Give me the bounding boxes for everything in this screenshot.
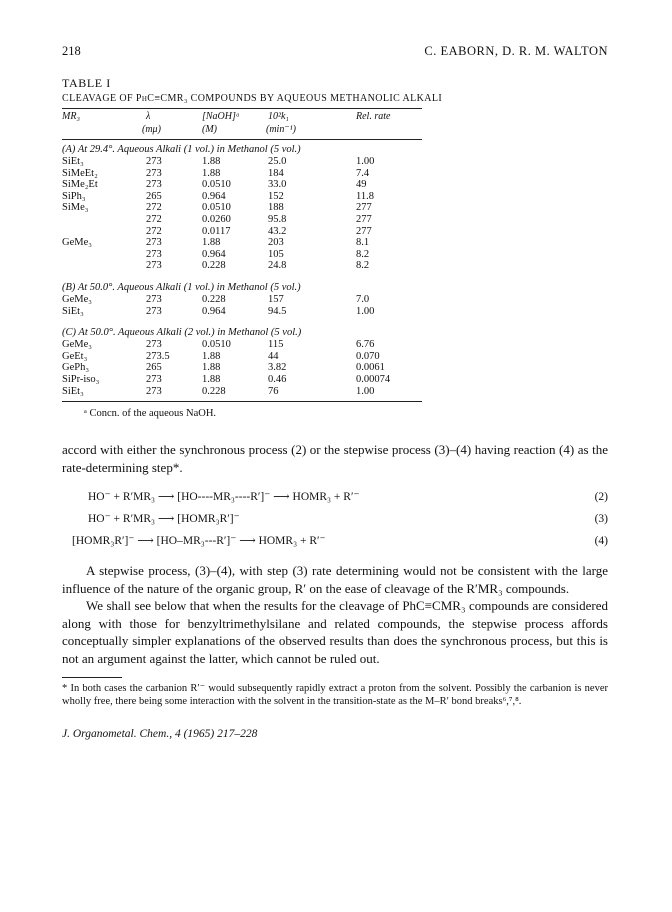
- cell-compound: SiEt₃: [62, 156, 84, 167]
- col-unit-naoh: (M): [202, 124, 217, 135]
- table-row: [62, 156, 422, 168]
- cell-k1: 3.82: [268, 362, 287, 374]
- equation-number: (2): [594, 491, 608, 504]
- table-row: [62, 191, 422, 203]
- cell-naoh: 0.0510: [202, 339, 231, 351]
- cell-compound: GeMe₃: [62, 237, 92, 249]
- journal-citation: J. Organometal. Chem., 4 (1965) 217–228: [62, 728, 258, 741]
- equation-block: [62, 486, 608, 552]
- table-row: [62, 260, 422, 272]
- cell-compound: SiMe₂Et: [62, 179, 98, 191]
- cell-naoh: 1.88: [202, 167, 221, 179]
- cell-compound: SiPr-iso₃: [62, 373, 100, 385]
- cell-naoh: 1.88: [202, 237, 221, 249]
- cell-rel-rate: 1.00: [356, 305, 375, 317]
- cell-k1: 184: [268, 167, 284, 179]
- cell-k1: 94.5: [268, 305, 287, 317]
- cell-rel-rate: 1.00: [356, 156, 375, 167]
- cell-rel-rate: 0.0061: [356, 362, 385, 374]
- paragraph-3: We shall see below that when the results for the cleavage of PhC≡CMR₃ compounds are considered along with those for benzyltrimethylsilane and related compounds, the stepwise process affords conceptually simpler explanations of the observed results than does the synchronous process, but this is not an argument against the latter, which cannot be ruled out.: [62, 598, 608, 666]
- equation-3: [62, 508, 608, 530]
- footnote-rule: [62, 677, 122, 678]
- cell-rel-rate: 8.2: [356, 260, 370, 272]
- cell-lambda: 273: [146, 248, 162, 260]
- cell-lambda: 273: [146, 167, 162, 179]
- page: [62, 44, 608, 740]
- table-row: [62, 362, 422, 374]
- cell-naoh: 0.964: [202, 305, 226, 317]
- section-title: (A) At 29.4°. Aqueous Alkali (1 vol.) in Methanol (5 vol.): [62, 144, 301, 155]
- cell-compound: GeMe₃: [62, 339, 92, 351]
- cell-k1: 0.46: [268, 373, 287, 385]
- cell-rel-rate: 277: [356, 213, 372, 225]
- col-header-rel-rate: Rel. rate: [356, 111, 391, 122]
- cell-k1: 25.0: [268, 156, 287, 167]
- equation-text: [HOMR₃R′]⁻ ⟶ [HO–MR₃---R′]⁻ ⟶ HOMR₃ + R′⁻: [72, 535, 326, 548]
- cell-compound: SiEt₃: [62, 305, 84, 317]
- cell-k1: 203: [268, 237, 284, 249]
- cell-compound: GeEt₃: [62, 350, 88, 362]
- cell-rel-rate: 11.8: [356, 190, 374, 202]
- cell-lambda: 273: [146, 237, 162, 249]
- paragraph-2: A stepwise process, (3)–(4), with step (3) rate determining would not be consistent with the large influence of the nature of the organic group, R′ on the ease of cleavage of the R′MR₃ compounds.: [62, 563, 608, 596]
- cell-rel-rate: 8.1: [356, 237, 370, 249]
- table-row: [62, 168, 422, 180]
- cell-k1: 95.8: [268, 213, 287, 225]
- cell-lambda: 272: [146, 202, 162, 214]
- running-header: [62, 44, 608, 62]
- section-gap: [62, 317, 422, 323]
- cell-rel-rate: 277: [356, 202, 372, 214]
- col-unit-lambda: (mμ): [142, 124, 161, 135]
- equation-text: HO⁻ + R′MR₃ ⟶ [HOMR₃R′]⁻: [88, 513, 240, 526]
- equation-number: (4): [594, 535, 608, 548]
- col-header-lambda: λ: [146, 111, 151, 122]
- cell-naoh: 1.88: [202, 362, 221, 374]
- table-row: [62, 249, 422, 261]
- table-row: [62, 214, 422, 226]
- cell-naoh: 0.228: [202, 260, 226, 272]
- table-row: [62, 179, 422, 191]
- cell-lambda: 273.5: [146, 350, 170, 362]
- table-header-rule: [62, 139, 422, 140]
- section-title: (C) At 50.0°. Aqueous Alkali (2 vol.) in Methanol (5 vol.): [62, 327, 302, 339]
- cell-lambda: 265: [146, 190, 162, 202]
- equation-text: HO⁻ + R′MR₃ ⟶ [HO----MR₃----R′]⁻ ⟶ HOMR₃ + R′⁻: [88, 491, 360, 504]
- table-row: [62, 386, 422, 398]
- cell-compound: SiPh₃: [62, 190, 86, 202]
- cell-naoh: 0.964: [202, 248, 226, 260]
- cell-naoh: 0.0510: [202, 179, 231, 191]
- data-table: [62, 108, 422, 419]
- table-row: [62, 226, 422, 238]
- cell-naoh: 0.0510: [202, 202, 231, 214]
- cell-rel-rate: 7.0: [356, 293, 370, 305]
- cell-lambda: 273: [146, 373, 162, 385]
- cell-k1: 115: [268, 339, 284, 351]
- col-header-naoh: [NaOH]ᵃ: [202, 111, 240, 122]
- table-row: [62, 351, 422, 363]
- cell-rel-rate: 7.4: [356, 167, 370, 179]
- cell-k1: 76: [268, 385, 279, 397]
- cell-rel-rate: 277: [356, 225, 372, 237]
- cell-rel-rate: 6.76: [356, 339, 375, 351]
- cell-compound: GeMe₃: [62, 293, 92, 305]
- paragraph-1: accord with either the synchronous process (2) or the stepwise process (3)–(4) having reaction (4) as the rate-determining step*.: [62, 442, 608, 475]
- cell-naoh: 0.964: [202, 190, 226, 202]
- section-gap: [62, 272, 422, 278]
- cell-k1: 44: [268, 350, 279, 362]
- page-number: 218: [62, 44, 81, 58]
- table-label: TABLE I: [62, 76, 111, 90]
- body-text: [62, 441, 608, 708]
- cell-naoh: 1.88: [202, 373, 221, 385]
- cell-naoh: 1.88: [202, 350, 221, 362]
- cell-lambda: 272: [146, 225, 162, 237]
- section-title: (B) At 50.0°. Aqueous Alkali (1 vol.) in Methanol (5 vol.): [62, 281, 301, 293]
- table-row: [62, 294, 422, 306]
- table-caption: CLEAVAGE OF PhC≡CMR₃ COMPOUNDS BY AQUEOUS METHANOLIC ALKALI: [62, 93, 443, 104]
- cell-compound: GePh₃: [62, 362, 89, 374]
- cell-rel-rate: 0.00074: [356, 373, 391, 385]
- col-header-k1: 10²k₁: [268, 111, 289, 122]
- running-authors: C. EABORN, D. R. M. WALTON: [424, 44, 608, 58]
- cell-rel-rate: 49: [356, 179, 367, 191]
- cell-k1: 157: [268, 293, 284, 305]
- cell-naoh: 0.228: [202, 293, 226, 305]
- cell-k1: 152: [268, 190, 284, 202]
- table-row: [62, 339, 422, 351]
- cell-lambda: 273: [146, 305, 162, 317]
- table-footnote: ᵃ Concn. of the aqueous NaOH.: [84, 408, 217, 420]
- cell-k1: 24.8: [268, 260, 287, 272]
- equation-4: [62, 530, 608, 552]
- cell-k1: 43.2: [268, 225, 287, 237]
- cell-naoh: 0.0260: [202, 213, 231, 225]
- table-row: [62, 237, 422, 249]
- cell-naoh: 0.0117: [202, 225, 231, 237]
- cell-rel-rate: 8.2: [356, 248, 370, 260]
- cell-k1: 105: [268, 248, 284, 260]
- cell-rel-rate: 1.00: [356, 385, 375, 397]
- table-body: [62, 144, 422, 397]
- cell-naoh: 0.228: [202, 385, 226, 397]
- cell-lambda: 273: [146, 293, 162, 305]
- cell-k1: 33.0: [268, 179, 287, 191]
- table-row: [62, 202, 422, 214]
- cell-k1: 188: [268, 202, 284, 214]
- table-bottom-rule: [62, 401, 422, 402]
- cell-lambda: 272: [146, 213, 162, 225]
- cell-rel-rate: 0.070: [356, 350, 380, 362]
- cell-compound: SiMeEt₂: [62, 167, 98, 179]
- cell-lambda: 273: [146, 260, 162, 272]
- col-unit-k1: (min⁻¹): [266, 124, 296, 135]
- table-column-header: [62, 109, 422, 139]
- cell-naoh: 1.88: [202, 156, 221, 167]
- cell-compound: SiMe₃: [62, 202, 89, 214]
- col-header-mr3: MR₃: [62, 111, 80, 122]
- cell-lambda: 265: [146, 362, 162, 374]
- page-footnote: * In both cases the carbanion R′⁻ would subsequently rapidly extract a proton from the solvent. Possibly the carbanion is never wholly free, there being some interaction with the solvent in the transition-state as the M–R′ bond breaks⁶,⁷,⁸.: [62, 683, 608, 708]
- cell-lambda: 273: [146, 385, 162, 397]
- equation-number: (3): [594, 513, 608, 526]
- table-row: [62, 306, 422, 318]
- cell-lambda: 273: [146, 179, 162, 191]
- cell-lambda: 273: [146, 339, 162, 351]
- equation-2: [62, 486, 608, 508]
- cell-compound: SiEt₃: [62, 385, 84, 397]
- cell-lambda: 273: [146, 156, 162, 167]
- table-row: [62, 374, 422, 386]
